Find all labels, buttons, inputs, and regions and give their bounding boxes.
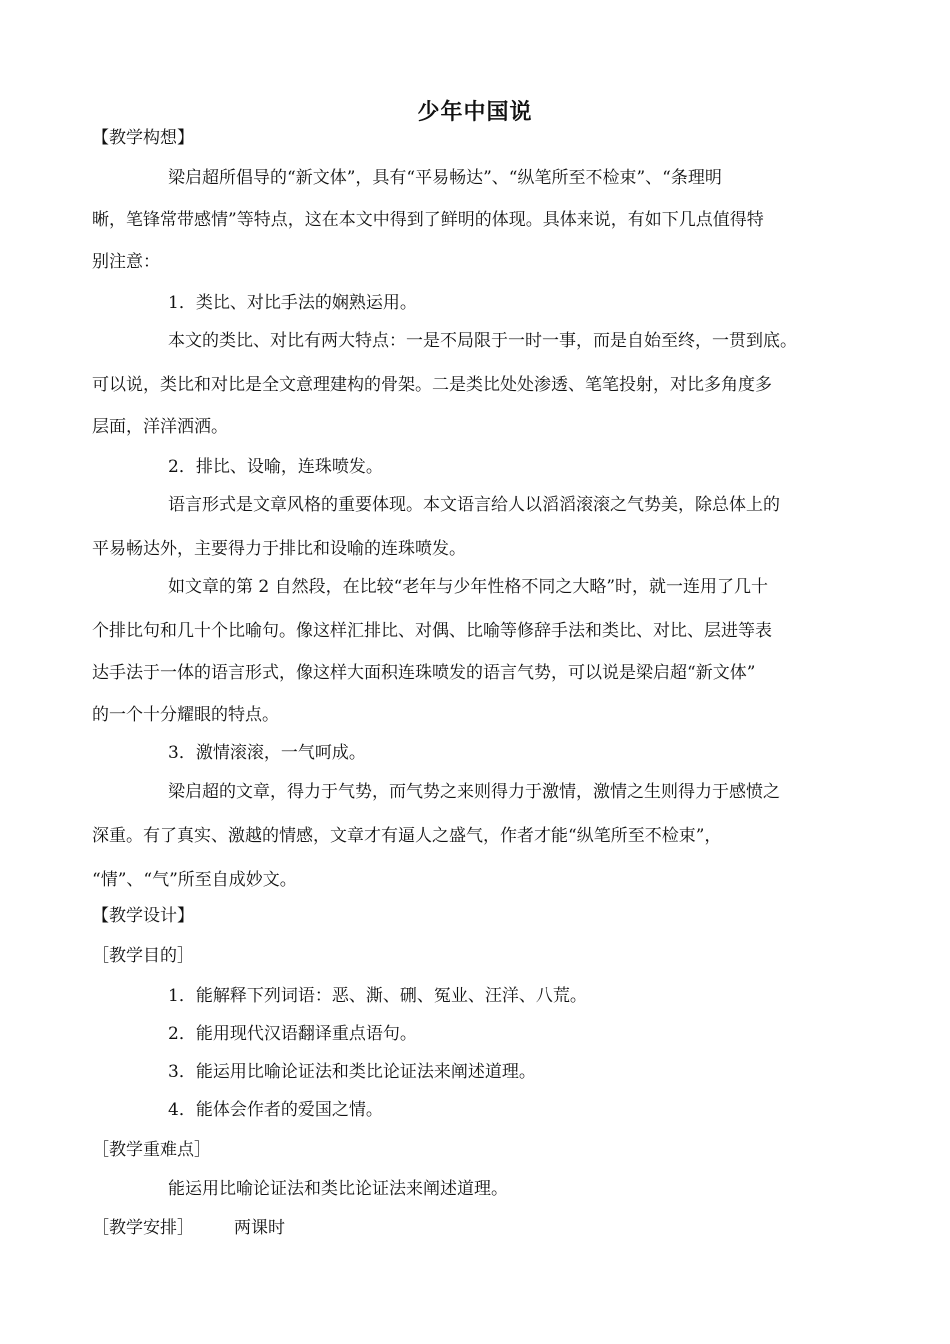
section-heading-concept: 【教学构想】 — [92, 128, 194, 148]
point2-para2-line-1: 如文章的第 2 自然段，在比较“老年与少年性格不同之大略”时，就一连用了几十 — [168, 577, 769, 597]
difficulty-text: 能运用比喻论证法和类比论证法来阐述道理。 — [168, 1179, 508, 1199]
schedule-row — [92, 1209, 882, 1247]
point3-title: 3．激情滚滚，一气呵成。 — [168, 743, 366, 763]
goal-item-1: 1．能解释下列词语：恶、澌、硎、冤业、汪洋、八荒。 — [168, 986, 587, 1006]
section-heading-design: 【教学设计】 — [92, 906, 194, 926]
goal-item-2: 2．能用现代汉语翻译重点语句。 — [168, 1024, 417, 1044]
point2-para1-line-2: 平易畅达外，主要得力于排比和设喻的连珠喷发。 — [92, 539, 466, 559]
intro-line-2: 晰，笔锋常带感情”等特点，这在本文中得到了鲜明的体现。具体来说，有如下几点值得特 — [92, 210, 764, 230]
intro-line-1: 梁启超所倡导的“新文体”，具有“平易畅达”、“纵笔所至不检束”、“条理明 — [168, 168, 722, 188]
schedule-label: ［教学安排］ — [92, 1218, 194, 1238]
point2-para2-line-4: 的一个十分耀眼的特点。 — [92, 705, 279, 725]
goal-item-3: 3．能运用比喻论证法和类比论证法来阐述道理。 — [168, 1062, 536, 1082]
point1-title: 1．类比、对比手法的娴熟运用。 — [168, 293, 417, 313]
point2-para2-line-2: 个排比句和几十个比喻句。像这样汇排比、对偶、比喻等修辞手法和类比、对比、层进等表 — [92, 621, 772, 641]
point2-title: 2．排比、设喻，连珠喷发。 — [168, 457, 383, 477]
point1-line-3: 层面，洋洋洒洒。 — [92, 417, 228, 437]
point2-para1-line-1: 语言形式是文章风格的重要体现。本文语言给人以滔滔滚滚之气势美，除总体上的 — [168, 495, 780, 515]
goal-item-4: 4．能体会作者的爱国之情。 — [168, 1100, 383, 1120]
document-title: 少年中国说 — [417, 100, 533, 125]
point3-line-1: 梁启超的文章，得力于气势，而气势之来则得力于激情，激情之生则得力于感愤之 — [168, 782, 780, 802]
goals-label: ［教学目的］ — [92, 946, 194, 966]
difficulty-label: ［教学重难点］ — [92, 1140, 211, 1160]
point3-line-3: “情”、“气”所至自成妙文。 — [92, 870, 297, 890]
point2-para2-line-3: 达手法于一体的语言形式，像这样大面积连珠喷发的语言气势，可以说是梁启超“新文体” — [92, 663, 756, 683]
point1-line-2: 可以说，类比和对比是全文意理建构的骨架。二是类比处处渗透、笔笔投射，对比多角度多 — [92, 375, 772, 395]
intro-line-3: 别注意： — [92, 252, 160, 272]
point1-line-1: 本文的类比、对比有两大特点：一是不局限于一时一事，而是自始至终，一贯到底。 — [168, 331, 797, 351]
point3-line-2: 深重。有了真实、激越的情感，文章才有逼人之盛气，作者才能“纵笔所至不检束”， — [92, 826, 722, 846]
schedule-value: 两课时 — [234, 1218, 285, 1238]
